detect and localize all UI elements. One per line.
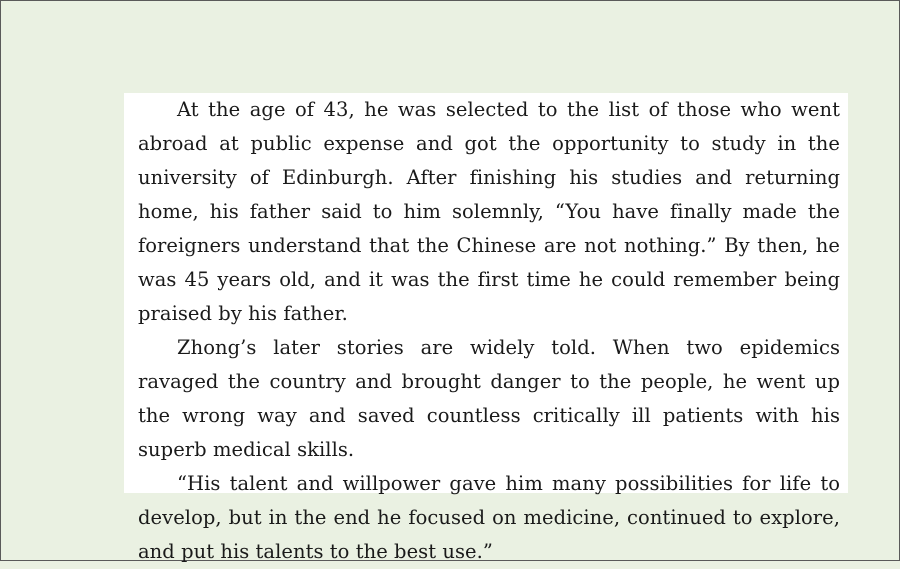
passage-text-box	[124, 93, 848, 563]
slide-background	[1, 1, 899, 563]
paragraph-3: “His talent and willpower gave him many possibilities for life to develop, but in the end he focused on medicine, continued to explore, and put his talents to the best use.”	[138, 472, 840, 563]
paragraph-2: Zhong’s later stories are widely told. When two epidemics ravaged the country and brought danger to the people, he went up the wrong way and saved countless critically ill patients with his superb medical skills.	[138, 336, 840, 461]
paragraph-1: At the age of 43, he was selected to the list of those who went abroad at public expense and got the opportunity to study in the university of Edinburgh. After finishing his studies and returning home, his father said to him solemnly, “You have finally made the foreigners understand that the Chinese are not nothing.” By then, he was 45 years old, and it was the first time he could remember being praised by his father.	[138, 98, 840, 325]
